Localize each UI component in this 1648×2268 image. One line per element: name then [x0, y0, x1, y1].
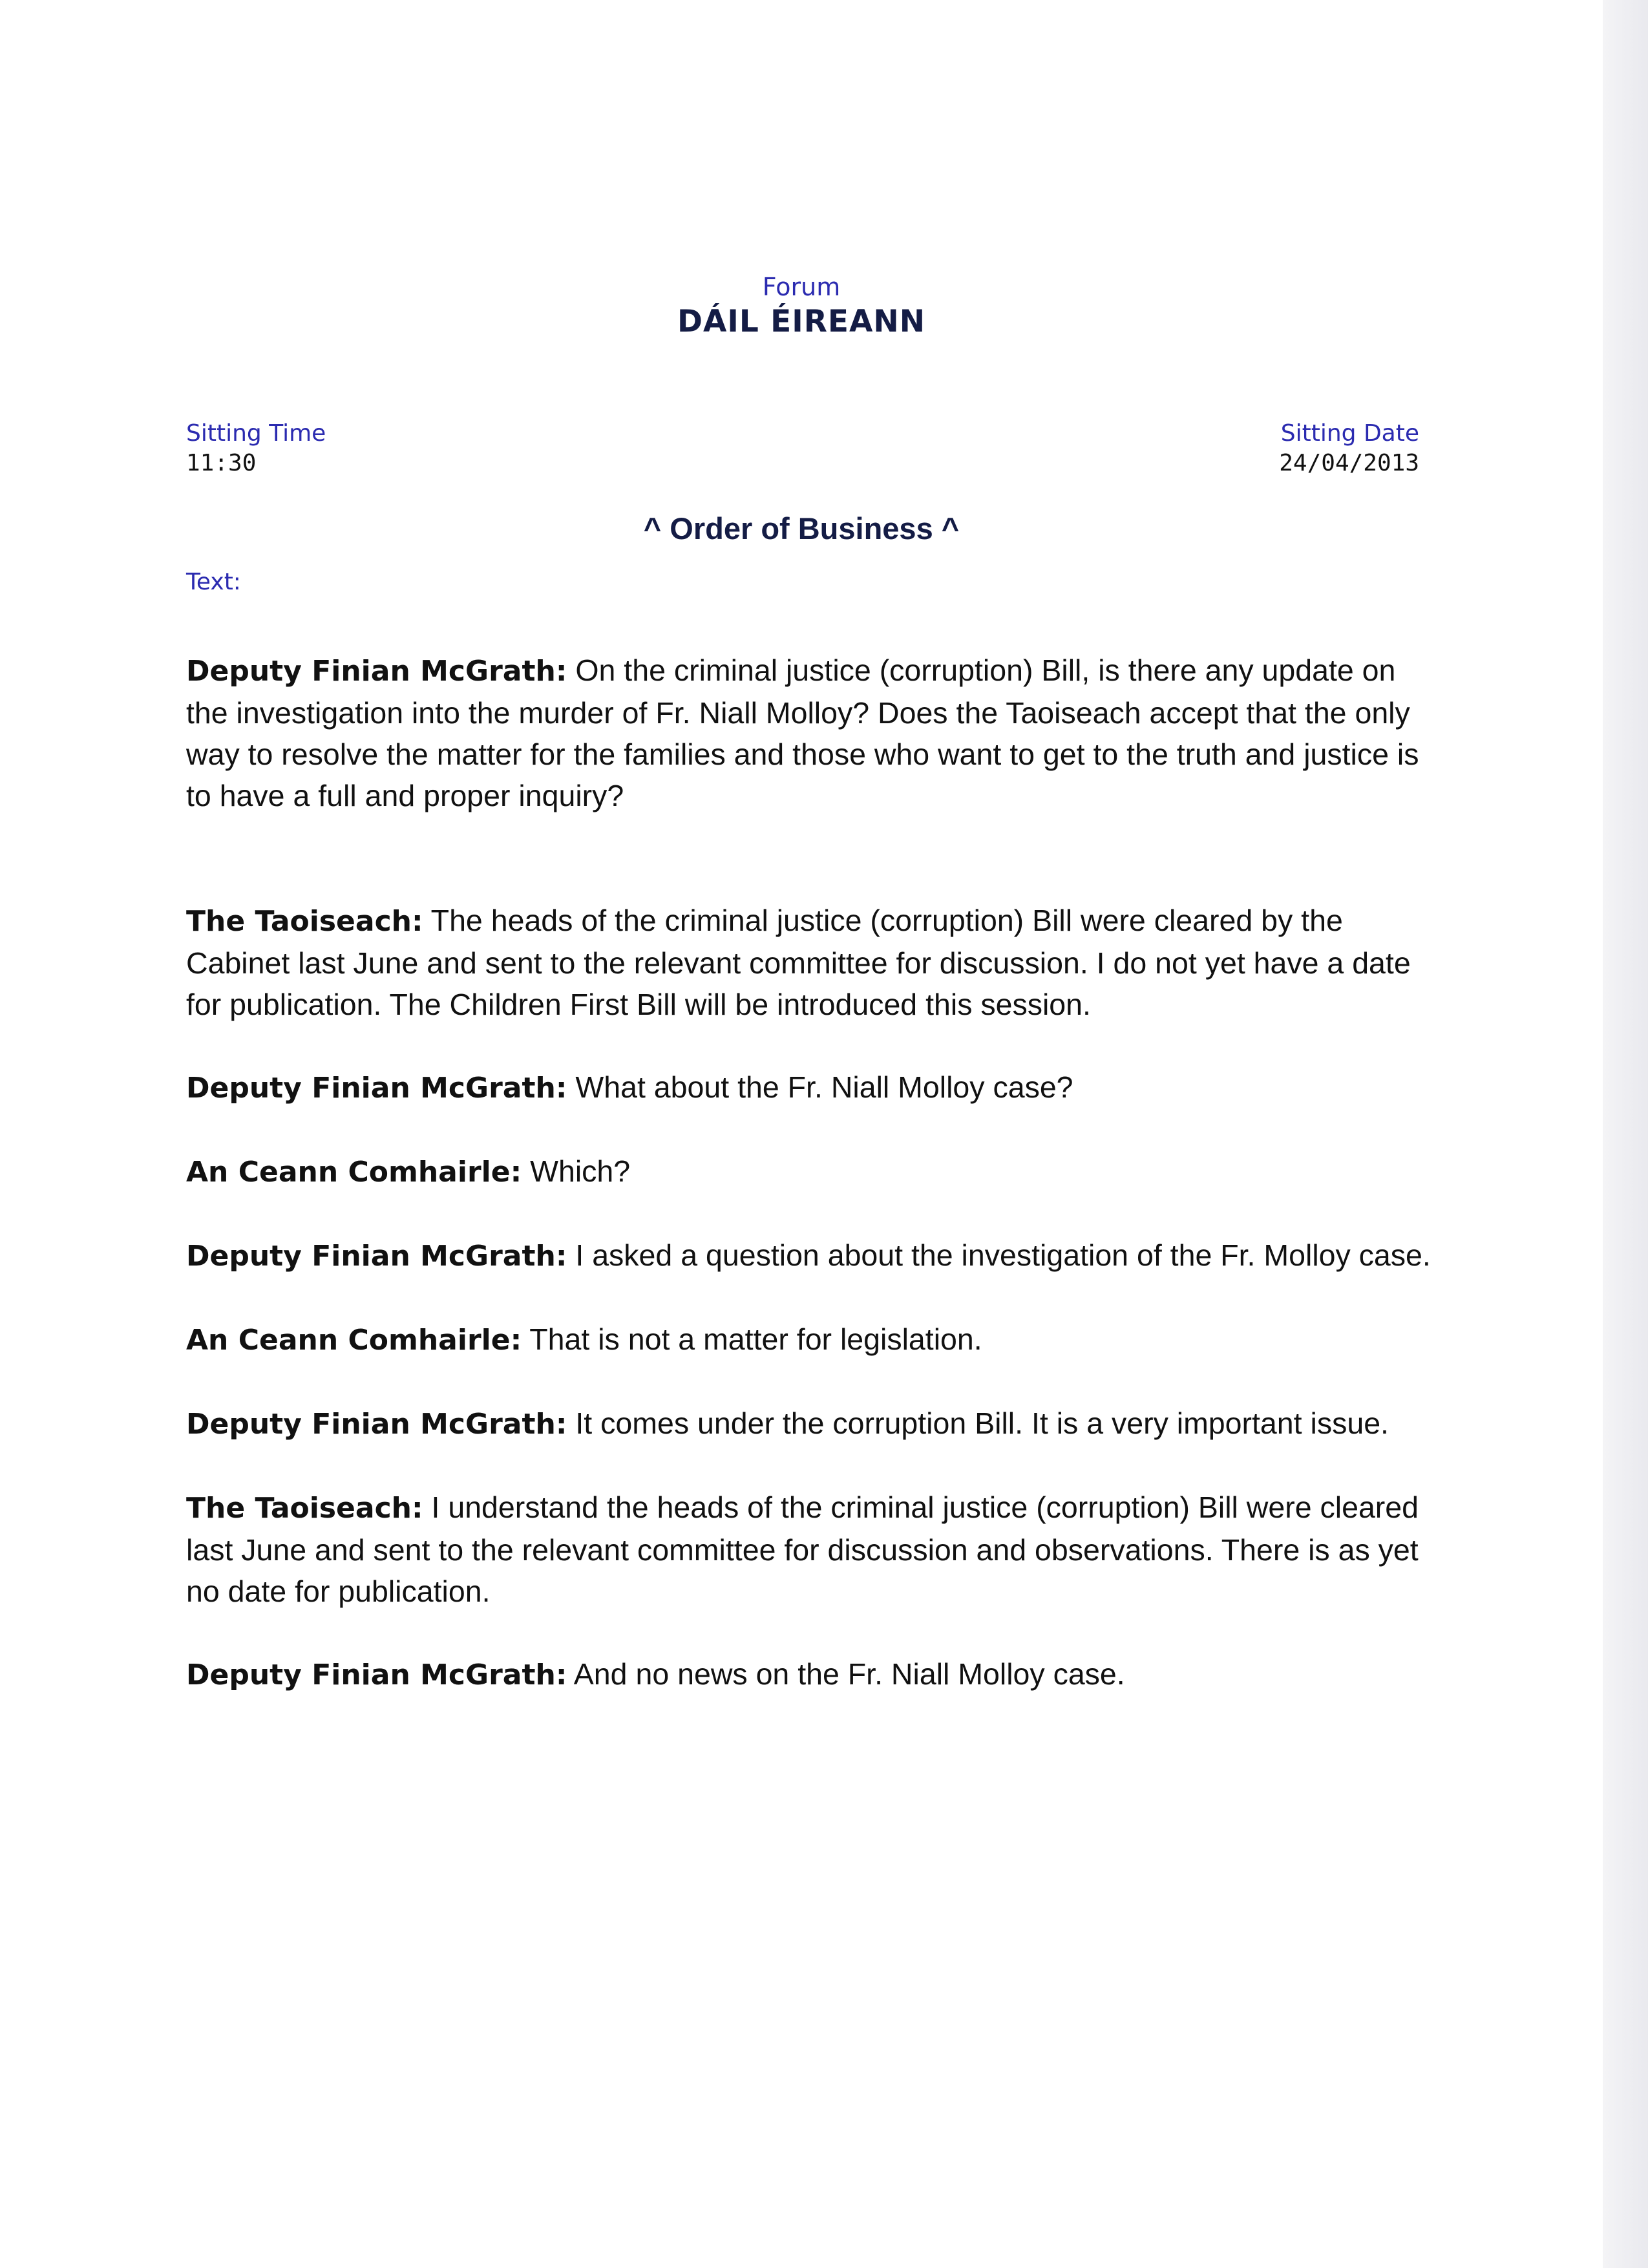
speech-text: What about the Fr. Niall Molloy case?: [575, 1070, 1073, 1104]
page-edge-shadow: [1603, 0, 1648, 2268]
speech-text: And no news on the Fr. Niall Molloy case.: [573, 1657, 1125, 1691]
debate-paragraph: [186, 900, 1435, 1025]
speech-text: On the criminal justice (corruption) Bill, is there any update on the investigation into the murder of Fr. Niall Molloy? Does the Taoiseach accept that the only way to resolve the matter for the families and those who want to get to the truth and justice is to have a full and proper inquiry?: [186, 653, 1419, 812]
speaker-name: Deputy Finian McGrath:: [186, 1240, 567, 1273]
speaker-name: Deputy Finian McGrath:: [186, 1072, 567, 1105]
speech-text: Which?: [530, 1154, 631, 1188]
sitting-date-label: Sitting Date: [1280, 420, 1419, 447]
speaker-name: The Taoiseach:: [186, 1492, 423, 1525]
speech-text: I asked a question about the investigation of the Fr. Molloy case.: [575, 1238, 1431, 1272]
debate-paragraph: [186, 1403, 1435, 1445]
speech-text: It comes under the corruption Bill. It is a very important issue.: [575, 1406, 1389, 1440]
speaker-name: Deputy Finian McGrath:: [186, 1659, 567, 1691]
debate-paragraph: [186, 1235, 1435, 1277]
debate-paragraph: [186, 1066, 1435, 1109]
speaker-name: Deputy Finian McGrath:: [186, 1408, 567, 1441]
house-title: DÁIL ÉIREANN: [677, 304, 926, 339]
sitting-date-value: 24/04/2013: [1279, 450, 1419, 476]
debate-paragraph: [186, 1319, 1435, 1361]
speech-text: That is not a matter for legislation.: [529, 1322, 982, 1356]
forum-label: Forum: [762, 273, 841, 301]
speaker-name: An Ceann Comhairle:: [186, 1324, 522, 1357]
debate-transcript: [186, 650, 1435, 1696]
debate-paragraph: [186, 1150, 1435, 1193]
text-label: Text:: [186, 569, 241, 595]
debate-paragraph: [186, 1487, 1435, 1612]
sitting-time-value: 11:30: [186, 450, 257, 476]
sitting-time-label: Sitting Time: [186, 420, 326, 447]
speech-text: The heads of the criminal justice (corruption) Bill were cleared by the Cabinet last June and sent to the relevant committee for discussion. I do not yet have a date for publication. The Children First Bill will be introduced this session.: [186, 904, 1411, 1021]
section-heading: ^ Order of Business ^: [643, 511, 960, 546]
sitting-date-block: [1279, 419, 1419, 478]
speaker-name: An Ceann Comhairle:: [186, 1156, 522, 1189]
sitting-time-block: [186, 419, 326, 478]
speaker-name: Deputy Finian McGrath:: [186, 655, 567, 688]
speaker-name: The Taoiseach:: [186, 905, 423, 938]
debate-paragraph: [186, 1653, 1435, 1696]
debate-paragraph: [186, 650, 1435, 816]
speech-text: I understand the heads of the criminal justice (corruption) Bill were cleared last June and sent to the relevant committee for discussion and observations. There is as yet no date for publication.: [186, 1490, 1419, 1608]
